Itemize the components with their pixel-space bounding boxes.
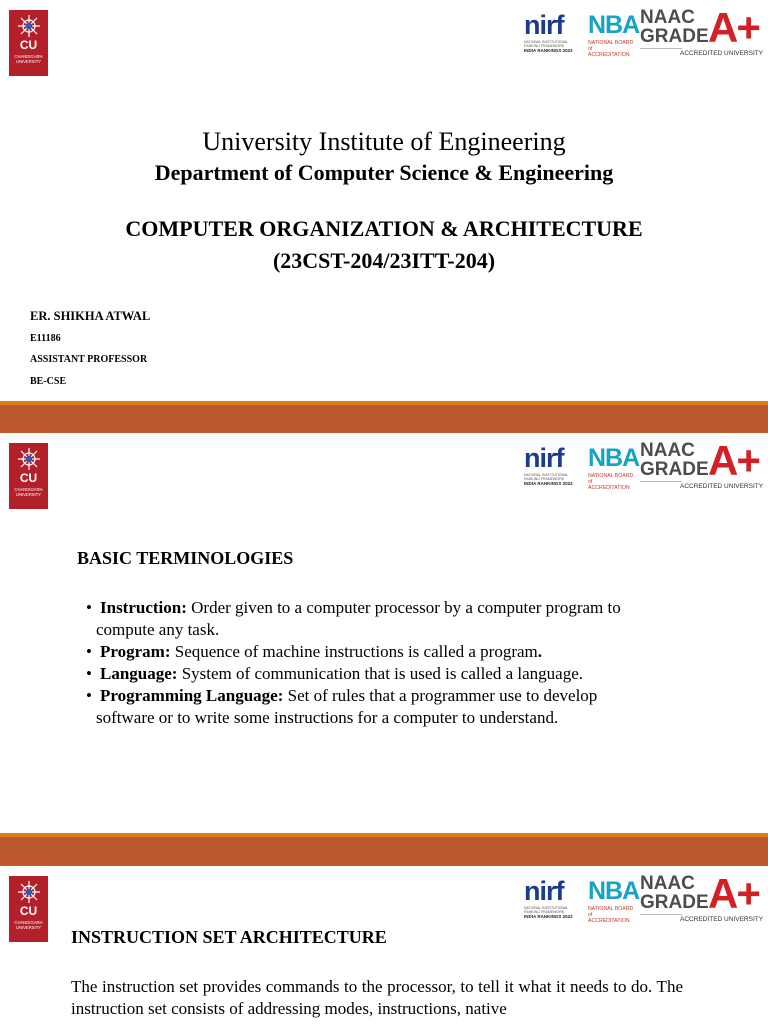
bullet-continuation: software or to write some instructions for a computer to understand. (96, 708, 559, 727)
list-item (86, 641, 686, 663)
bullet-icon: • (86, 686, 92, 705)
nba-subtitle-2: of ACCREDITATION (588, 46, 630, 58)
bullet-text: Set of rules that a programmer use to develop (283, 686, 598, 705)
naac-line2: GRADE (640, 892, 709, 913)
nba-subtitle-1: NATIONAL BOARD (588, 473, 634, 479)
nirf-word: nirf (524, 443, 564, 473)
nba-word: NBA (588, 877, 640, 905)
nirf-word: nirf (524, 10, 564, 40)
bullet-icon: • (86, 642, 92, 661)
naac-rule (640, 48, 682, 49)
faculty-name: ER. SHIKHA ATWAL (30, 309, 151, 323)
naac-grade: A+ (708, 4, 759, 51)
list-item (86, 685, 686, 729)
course-title: COMPUTER ORGANIZATION & ARCHITECTURE (125, 216, 643, 241)
institute-title: University Institute of Engineering (202, 127, 566, 156)
cu-letters: CU (19, 471, 38, 485)
bullet-tail: . (537, 642, 543, 661)
accreditation-logos (524, 4, 764, 60)
list-item (86, 663, 686, 685)
naac-grade: A+ (708, 437, 759, 484)
bullet-text: System of communication that is used is called a language. (177, 664, 584, 683)
naac-caption: ACCREDITED UNIVERSITY (680, 916, 764, 923)
nba-subtitle-1: NATIONAL BOARD (588, 40, 634, 46)
faculty-id: E11186 (30, 333, 61, 344)
bullet-term: Programming Language: (100, 686, 284, 705)
naac-grade: A+ (708, 870, 759, 917)
accreditation-logos (524, 437, 764, 493)
bullet-icon: • (86, 598, 92, 617)
cu-letters: CU (19, 38, 38, 52)
faculty-designation: ASSISTANT PROFESSOR (30, 354, 148, 365)
naac-line1: NAAC (640, 7, 695, 28)
faculty-program: BE-CSE (30, 376, 67, 387)
department-title: Department of Computer Science & Engineering (154, 160, 614, 185)
nirf-rank: INDIA RANKINGS 2022 (524, 481, 573, 486)
chandigarh-university-logo (9, 443, 48, 509)
bullet-term: Instruction: (100, 598, 187, 617)
bullet-term: Program: (100, 642, 171, 661)
naac-line1: NAAC (640, 873, 695, 894)
slide-3 (0, 866, 768, 1024)
nba-logo (588, 443, 640, 491)
cu-subtitle: CHANDIGARH UNIVERSITY (14, 54, 43, 64)
slide-heading: BASIC TERMINOLOGIES (77, 548, 294, 568)
slide-2 (0, 433, 768, 833)
course-code: (23CST-204/23ITT-204) (272, 248, 496, 273)
naac-line2: GRADE (640, 459, 709, 480)
nirf-tagline: NATIONAL INSTITUTIONAL RANKING FRAMEWORK (524, 40, 569, 48)
nba-word: NBA (588, 444, 640, 472)
cu-emblem-icon (17, 14, 41, 38)
bullet-icon: • (86, 664, 92, 683)
bullet-term: Language: (100, 664, 178, 683)
bullet-text: Order given to a computer processor by a computer program to (186, 598, 621, 617)
cu-letters: CU (19, 904, 38, 918)
cu-emblem-icon (17, 880, 41, 904)
nirf-logo (524, 10, 580, 58)
bullet-text: Sequence of machine instructions is called a program (170, 642, 538, 661)
naac-caption: ACCREDITED UNIVERSITY (680, 50, 764, 57)
nirf-rank: INDIA RANKINGS 2022 (524, 48, 573, 53)
cu-emblem-icon (17, 447, 41, 471)
nirf-word: nirf (524, 876, 564, 906)
naac-logo (640, 870, 764, 924)
nba-word: NBA (588, 11, 640, 39)
chandigarh-university-logo (9, 876, 48, 942)
terminology-list (86, 597, 686, 729)
cu-subtitle: CHANDIGARH UNIVERSITY (14, 487, 43, 497)
naac-line1: NAAC (640, 440, 695, 461)
nirf-tagline: NATIONAL INSTITUTIONAL RANKING FRAMEWORK (524, 906, 569, 914)
chandigarh-university-logo (9, 10, 48, 76)
naac-line2: GRADE (640, 26, 709, 47)
nba-logo (588, 10, 640, 58)
nba-logo (588, 876, 640, 924)
slide-divider (0, 401, 768, 433)
nirf-rank: INDIA RANKINGS 2022 (524, 914, 573, 919)
nba-subtitle-1: NATIONAL BOARD (588, 906, 634, 912)
list-item (86, 597, 686, 641)
naac-logo (640, 4, 764, 58)
slide-1 (0, 0, 768, 401)
nirf-logo (524, 443, 580, 491)
naac-logo (640, 437, 764, 491)
naac-rule (640, 481, 682, 482)
slide-divider (0, 833, 768, 866)
bullet-continuation: compute any task. (96, 620, 220, 639)
naac-caption: ACCREDITED UNIVERSITY (680, 483, 764, 490)
slide-heading: INSTRUCTION SET ARCHITECTURE (71, 927, 387, 947)
nirf-logo (524, 876, 580, 924)
naac-rule (640, 914, 682, 915)
nirf-tagline: NATIONAL INSTITUTIONAL RANKING FRAMEWORK (524, 473, 569, 481)
cu-subtitle: CHANDIGARH UNIVERSITY (14, 920, 43, 930)
slide-paragraph: The instruction set provides commands to the processor, to tell it what it needs to do. The instruction set consists of addressing modes, instructions, native (71, 977, 683, 1018)
nba-subtitle-2: of ACCREDITATION (588, 479, 630, 491)
accreditation-logos (524, 870, 764, 926)
nba-subtitle-2: of ACCREDITATION (588, 912, 630, 924)
